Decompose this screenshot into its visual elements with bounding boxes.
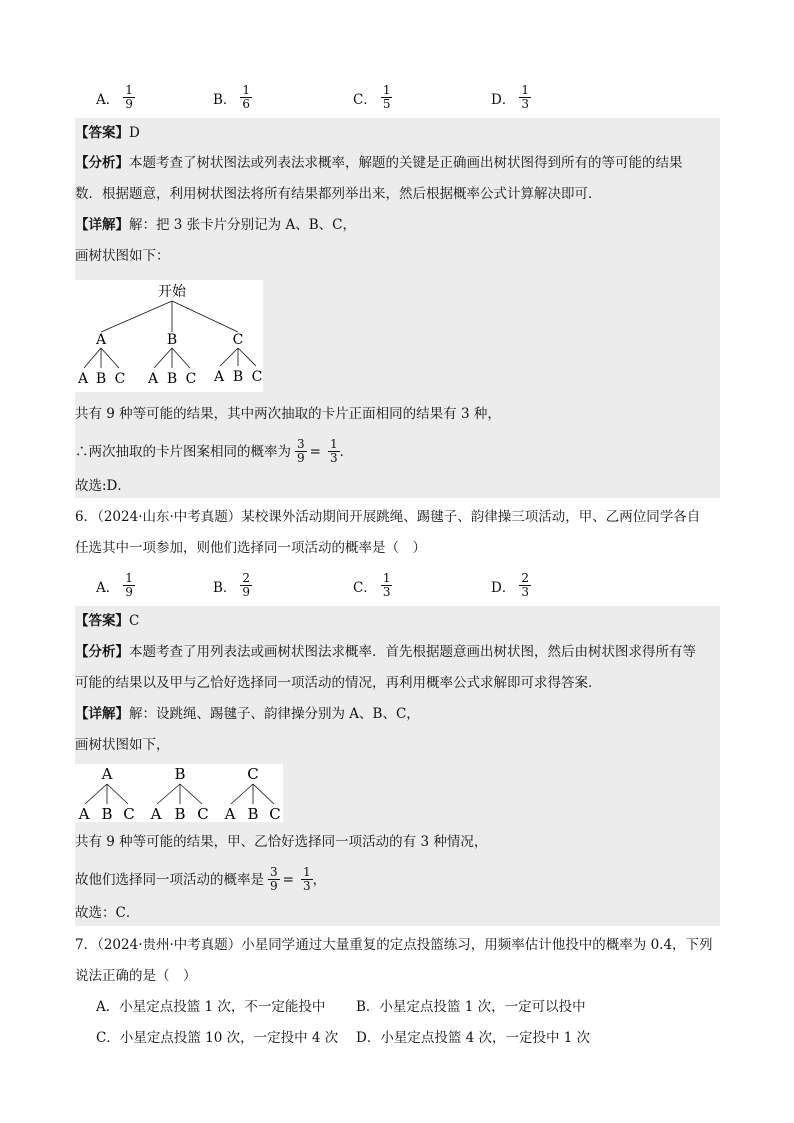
option-label: B． [213,91,237,108]
q5-result-line2 [75,438,353,465]
tree-level1-node: B [174,765,186,783]
tree-level1-node: C [247,765,259,783]
fraction-denominator: 3 [521,97,529,111]
tree-leaf: A [213,369,225,385]
option-label: A． [96,579,120,596]
answer-value: D [129,125,140,141]
tree-leaf: B [232,369,244,385]
q6-option-c [353,572,392,599]
tree-level1-node: A [95,332,107,348]
option-label: D． [491,579,516,596]
tree-level1-node: B [166,332,178,348]
q5-option-a [96,84,135,111]
tree-leaf: A [150,805,162,822]
option-label: B． [213,579,237,596]
fraction-denominator: 9 [125,97,133,111]
tree-leaf: A [77,371,89,387]
q5-detail-line2: 画树状图如下： [75,248,170,264]
tree-leaf: B [166,371,178,387]
result-fraction [268,866,280,893]
detail-tag: 【详解】 [75,706,129,722]
option-fraction [381,572,393,599]
q5-choice-line: 故选:D． [75,478,131,494]
q7-option-b: B．小星定点投篮 1 次，一定可以投中 [356,999,586,1015]
fraction-numerator: 1 [125,83,133,97]
fraction-numerator: 1 [329,437,338,451]
tree-leaf: C [114,371,126,387]
tree-leaf: B [101,805,113,822]
option-fraction [123,84,135,111]
q6-option-a [96,572,135,599]
result-fraction [301,866,313,893]
fraction-denominator: 9 [297,451,305,465]
tree-leaf: A [224,805,236,822]
q6-result-line2 [75,866,326,893]
answer-tag: 【答案】 [75,613,129,629]
option-label: C． [353,91,377,108]
tree-leaf: A [147,371,159,387]
detail-text: 解：把 3 张卡片分别记为 A、B、C， [129,217,356,233]
q5-detail-line1 [75,215,356,235]
tree-leaf: C [185,371,197,387]
result-fraction [295,438,307,465]
q5-option-c [353,84,392,111]
q5-analysis-line2: 数．根据题意，利用树状图法将所有结果都列举出来，然后根据概率公式计算解决即可． [75,186,602,202]
tree-leaf: A [78,805,90,822]
fraction-numerator: 2 [521,571,529,585]
q5-analysis-line1 [75,153,683,173]
equals-sign: = [309,443,321,460]
fraction-denominator: 9 [270,879,278,893]
q7-option-d: D．小星定点投篮 4 次，一定投中 1 次 [356,1030,591,1046]
tree-leaf: B [247,805,259,822]
answer-value: C [129,613,140,629]
option-fraction [381,84,393,111]
option-label: A． [96,91,120,108]
q6-tree-diagram [75,764,283,822]
tree-leaf: C [197,805,209,822]
q6-stem-line1: 6．（2024·山东·中考真题）某校课外活动期间开展跳绳、踢毽子、韵律操三项活动，甲、乙两位同学各自 [75,509,701,525]
tree-level1-node: A [101,765,113,783]
option-label: C． [353,579,377,596]
result-fraction [328,438,340,465]
q7-option-a: A．小星定点投篮 1 次，不一定能投中 [96,999,326,1015]
result-text: ∴两次抽取的卡片图案相同的概率为 [75,443,291,460]
tree-leaf: C [269,805,281,822]
tree-leaf: B [95,371,107,387]
analysis-text: 本题考查了树状图法或列表法求概率，解题的关键是正确画出树状图得到所有的等可能的结果 [129,155,683,171]
fraction-denominator: 9 [242,585,251,599]
answer-tag: 【答案】 [75,125,129,141]
option-fraction [123,572,135,599]
fraction-denominator: 3 [302,879,311,893]
fraction-denominator: 3 [521,585,529,599]
q6-detail-line2: 画树状图如下， [75,737,170,753]
q6-analysis-line1 [75,642,696,662]
analysis-tag: 【分析】 [75,155,129,171]
fraction-numerator: 1 [521,83,529,97]
q6-answer-line [75,611,139,631]
tree-leaf: C [251,369,263,385]
fraction-numerator: 2 [242,571,251,585]
tree-leaf: C [123,805,135,822]
q6-result-line1: 共有 9 种等可能的结果，甲、乙恰好选择同一项活动的有 3 种情况， [75,834,488,850]
q7-option-c: C．小星定点投篮 10 次，一定投中 4 次 [96,1030,339,1046]
fraction-denominator: 5 [382,97,391,111]
q5-answer-line [75,123,140,143]
q6-choice-line: 故选：C． [75,905,140,921]
q5-option-b [213,84,252,111]
fraction-denominator: 9 [125,585,133,599]
fraction-numerator: 1 [125,571,133,585]
fraction-denominator: 3 [382,585,391,599]
fraction-denominator: 6 [242,97,251,111]
q6-stem-line2: 任选其中一项参加，则他们选择同一项活动的概率是（ ） [75,540,426,556]
q7-stem-line1: 7．（2024·贵州·中考真题）小星同学通过大量重复的定点投篮练习，用频率估计他投中的概率为 0.4，下列 [75,937,713,953]
option-label: D． [491,91,516,108]
option-fraction [519,84,531,111]
q6-option-b [213,572,252,599]
q5-option-d [491,84,531,111]
fraction-denominator: 3 [329,451,338,465]
fraction-numerator: 1 [302,865,311,879]
detail-tag: 【详解】 [75,217,129,233]
analysis-tag: 【分析】 [75,644,129,660]
tree-leaf: B [174,805,186,822]
fraction-numerator: 1 [382,571,391,585]
q5-tree-diagram [75,280,263,392]
option-fraction [519,572,531,599]
option-fraction [240,572,252,599]
fraction-numerator: 3 [297,437,305,451]
q6-detail-line1 [75,704,420,724]
fraction-numerator: 1 [382,83,391,97]
tree-root-label: 开始 [158,284,186,300]
tree-level1-node: C [232,332,244,348]
fraction-numerator: 1 [242,83,251,97]
equals-sign: = [282,871,294,888]
detail-text: 解：设跳绳、踢毽子、韵律操分别为 A、B、C， [129,706,420,722]
result-text: 故他们选择同一项活动的概率是 [75,871,264,888]
fraction-numerator: 3 [270,865,278,879]
q6-option-d [491,572,531,599]
result-suffix: ． [339,443,354,460]
q7-stem-line2: 说法正确的是（ ） [75,968,197,984]
q5-result-line1: 共有 9 种等可能的结果，其中两次抽取的卡片正面相同的结果有 3 种， [75,406,501,422]
option-fraction [240,84,252,111]
analysis-text: 本题考查了用列表法或画树状图法求概率．首先根据题意画出树状图，然后由树状图求得所有等 [129,644,696,660]
result-suffix: ， [312,871,327,888]
q6-analysis-line2: 可能的结果以及甲与乙恰好选择同一项活动的情况，再利用概率公式求解即可求得答案． [75,675,602,691]
